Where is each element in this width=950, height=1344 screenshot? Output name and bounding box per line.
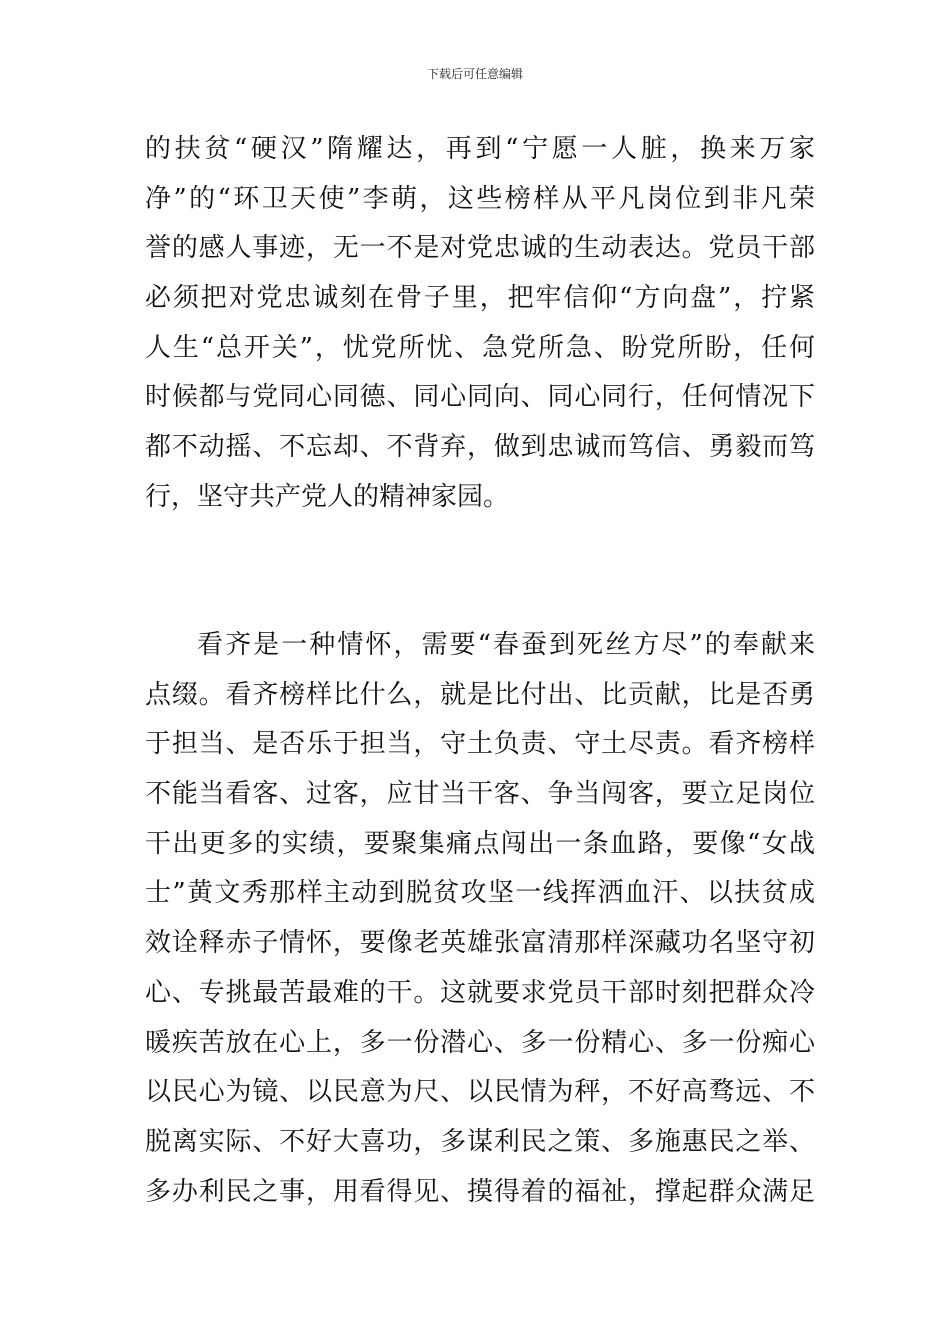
paragraph-1 [145, 125, 815, 523]
text-line: 时候都与党同心同德、同心同向、同心同行，任何情况下 [145, 382, 815, 413]
text-line: 必须把对党忠诚刻在骨子里，把牢信仰“方向盘”，拧紧 [145, 283, 815, 314]
text-line: 人生“总开关”，忧党所忧、急党所急、盼党所盼，任何 [145, 332, 815, 363]
text-line: 暖疾苦放在心上，多一份潜心、多一份精心、多一份痴心 [145, 1027, 815, 1058]
text-line: 干出更多的实绩，要聚集痛点闯出一条血路，要像“女战 [145, 828, 815, 859]
text-line: 点缀。看齐榜样比什么，就是比付出、比贡献，比是否勇 [145, 679, 815, 710]
text-line: 的扶贫“硬汉”隋耀达，再到“宁愿一人脏，换来万家 [145, 134, 815, 164]
text-line: 多办利民之事，用看得见、摸得着的福祉，撑起群众满足 [145, 1176, 815, 1207]
text-line: 脱离实际、不好大喜功，多谋利民之策、多施惠民之举、 [145, 1126, 815, 1157]
text-line: 以民心为镜、以民意为尺、以民情为秤，不好高骛远、不 [145, 1077, 815, 1108]
text-line: 誉的感人事迹，无一不是对党忠诚的生动表达。党员干部 [145, 233, 815, 264]
text-line: 不能当看客、过客，应甘当干客、争当闯客，要立足岗位 [145, 779, 815, 810]
text-line: 看齐是一种情怀，需要“春蚕到死丝方尽”的奉献来 [197, 630, 815, 660]
text-line: 士”黄文秀那样主动到脱贫攻坚一线挥洒血汗、以扶贫成 [145, 878, 815, 909]
text-line: 行，坚守共产党人的精神家园。 [145, 481, 510, 512]
text-line: 效诠释赤子情怀，要像老英雄张富清那样深藏功名坚守初 [145, 928, 815, 959]
page-header-note: 下载后可任意编辑 [426, 67, 523, 81]
text-line: 都不动摇、不忘却、不背弃，做到忠诚而笃信、勇毅而笃 [145, 432, 815, 463]
text-line: 净”的“环卫天使”李萌，这些榜样从平凡岗位到非凡荣 [145, 183, 815, 214]
text-line: 心、专挑最苦最难的干。这就要求党员干部时刻把群众冷 [145, 977, 815, 1008]
paragraph-2 [145, 621, 815, 1217]
text-line: 于担当、是否乐于担当，守土负责、守土尽责。看齐榜样 [145, 729, 815, 760]
